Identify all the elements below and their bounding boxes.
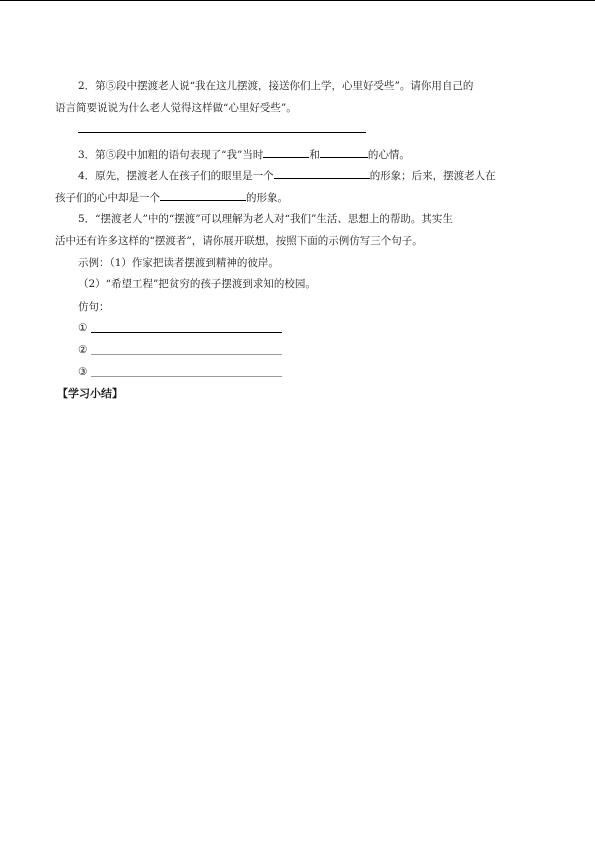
question-2-line-2: 语言简要说说为什么老人觉得这样做“心里好受些”。 <box>55 102 297 114</box>
question-5-line-2: 活中还有许多这样的“摆渡者”，请你展开联想，按照下面的示例仿写三个句子。 <box>55 235 423 247</box>
question-2-answer-line[interactable] <box>78 132 366 133</box>
question-5-line-1: 5．“摆渡老人”中的“摆渡”可以理解为老人对“我们”生活、思想上的帮助。其实生 <box>78 213 453 225</box>
question-4-text-4: 的形象。 <box>246 192 288 204</box>
imitate-label: 仿句： <box>78 301 110 313</box>
question-3-blank-2[interactable] <box>320 146 368 158</box>
question-4-blank-1[interactable] <box>274 167 370 179</box>
question-3-line <box>78 146 410 162</box>
question-3-text-1: 3．第⑤段中加粗的语句表现了“我”当时 <box>78 149 264 161</box>
example-2: （2）“希望工程”把贫穷的孩子摆渡到求知的校园。 <box>78 278 316 290</box>
page-top-border <box>0 0 595 1</box>
question-4-text-3: 孩子们的心中却是一个 <box>55 192 160 204</box>
question-4-blank-2[interactable] <box>160 189 246 201</box>
question-3-text-2: 和 <box>309 149 320 161</box>
imitate-answer-line-2[interactable] <box>91 354 282 355</box>
question-3-blank-1[interactable] <box>263 146 309 158</box>
example-1: 示例：（1）作家把读者摆渡到精神的彼岸。 <box>78 257 279 269</box>
section-heading: 【学习小结】 <box>57 387 123 400</box>
question-4-text-2: 的形象；后来，摆渡老人在 <box>369 170 496 182</box>
imitate-marker-1: ① <box>78 322 88 334</box>
imitate-marker-3: ③ <box>78 366 88 378</box>
question-4-line-1 <box>78 167 496 183</box>
question-3-text-3: 的心情。 <box>367 149 410 161</box>
imitate-answer-line-1[interactable] <box>91 332 282 333</box>
imitate-answer-line-3[interactable] <box>91 376 282 377</box>
question-2-line-1: 2．第⑤段中摆渡老人说“我在这儿摆渡，接送你们上学，心里好受些”。请你用自己的 <box>78 80 474 92</box>
question-4-line-2 <box>55 189 288 205</box>
imitate-marker-2: ② <box>78 344 88 356</box>
question-4-text-1: 4．原先，摆渡老人在孩子们的眼里是一个 <box>78 170 274 182</box>
